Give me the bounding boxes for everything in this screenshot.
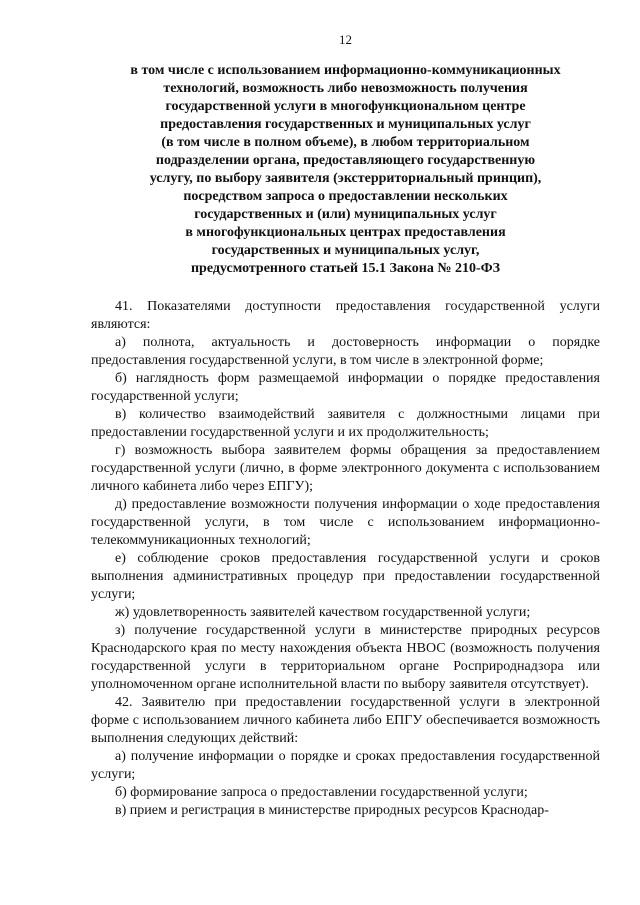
heading-line: государственных и муниципальных услуг, <box>211 243 480 258</box>
heading-line: предусмотренного статьей 15.1 Закона № 210-ФЗ <box>190 261 501 276</box>
paragraph-41: 41. Показателями доступности предоставления государственной услуги являются: <box>91 299 600 332</box>
list-item-d: д) предоставление возможности получения информации о ходе предоставления государственной услуги, в том числе с использованием информационно-телекоммуникационных технологий; <box>91 497 600 548</box>
list-item-z: з) получение государственной услуги в министерстве природных ресурсов Краснодарского края по месту нахождения объекта НВОС (возможность получения государственной услуги в территориальном органе Росприроднадзора или уполномоченном органе исполнительной власти по выбору заявителя отсутствует). <box>91 623 600 692</box>
heading-line: подразделении органа, предоставляющего государственную <box>155 153 536 168</box>
list-item-v-42: в) прием и регистрация в министерстве природных ресурсов Краснодар- <box>115 803 549 818</box>
list-item-g: г) возможность выбора заявителем формы обращения за предоставлением государственной услуги (лично, в форме электронного документа с использованием личного кабинета либо через ЕПГУ); <box>91 443 600 494</box>
list-item-e: е) соблюдение сроков предоставления государственной услуги и сроков выполнения административных процедур при предоставлении государственной услуги; <box>91 551 600 602</box>
section-heading <box>91 62 600 278</box>
heading-line: предоставления государственных и муниципальных услуг <box>160 117 531 132</box>
list-item-a-42: а) получение информации о порядке и сроках предоставления государственной услуги; <box>91 749 600 782</box>
body-text <box>91 298 600 820</box>
heading-line: государственной услуги в многофункциональном центре <box>165 99 526 114</box>
paragraph-42: 42. Заявителю при предоставлении государственной услуги в электронной форме с использованием личного кабинета либо ЕПГУ обеспечивается возможность выполнения следующих действий: <box>91 695 600 746</box>
heading-line: услугу, по выбору заявителя (экстерриториальный принцип), <box>149 171 542 186</box>
heading-line: посредством запроса о предоставлении нескольких <box>183 189 508 204</box>
list-item-b-42: б) формирование запроса о предоставлении государственной услуги; <box>115 785 528 800</box>
list-item-b: б) наглядность форм размещаемой информации о порядке предоставления государственной услуги; <box>91 371 600 404</box>
heading-line: технологий, возможность либо невозможность получения <box>163 81 528 96</box>
list-item-zh: ж) удовлетворенность заявителей качеством государственной услуги; <box>115 605 531 620</box>
list-item-v: в) количество взаимодействий заявителя с должностными лицами при предоставлении государственной услуги и их продолжительность; <box>91 407 600 440</box>
heading-line: в том числе с использованием информационно-коммуникационных <box>130 63 561 78</box>
list-item-a: а) полнота, актуальность и достоверность информации о порядке предоставления государственной услуги, в том числе в электронной форме; <box>91 335 600 368</box>
heading-line: государственных и (или) муниципальных услуг <box>194 207 497 222</box>
heading-line: в многофункциональных центрах предоставления <box>185 225 506 240</box>
heading-line: (в том числе в полном объеме), в любом территориальном <box>161 135 530 150</box>
page-number: 12 <box>339 32 352 47</box>
